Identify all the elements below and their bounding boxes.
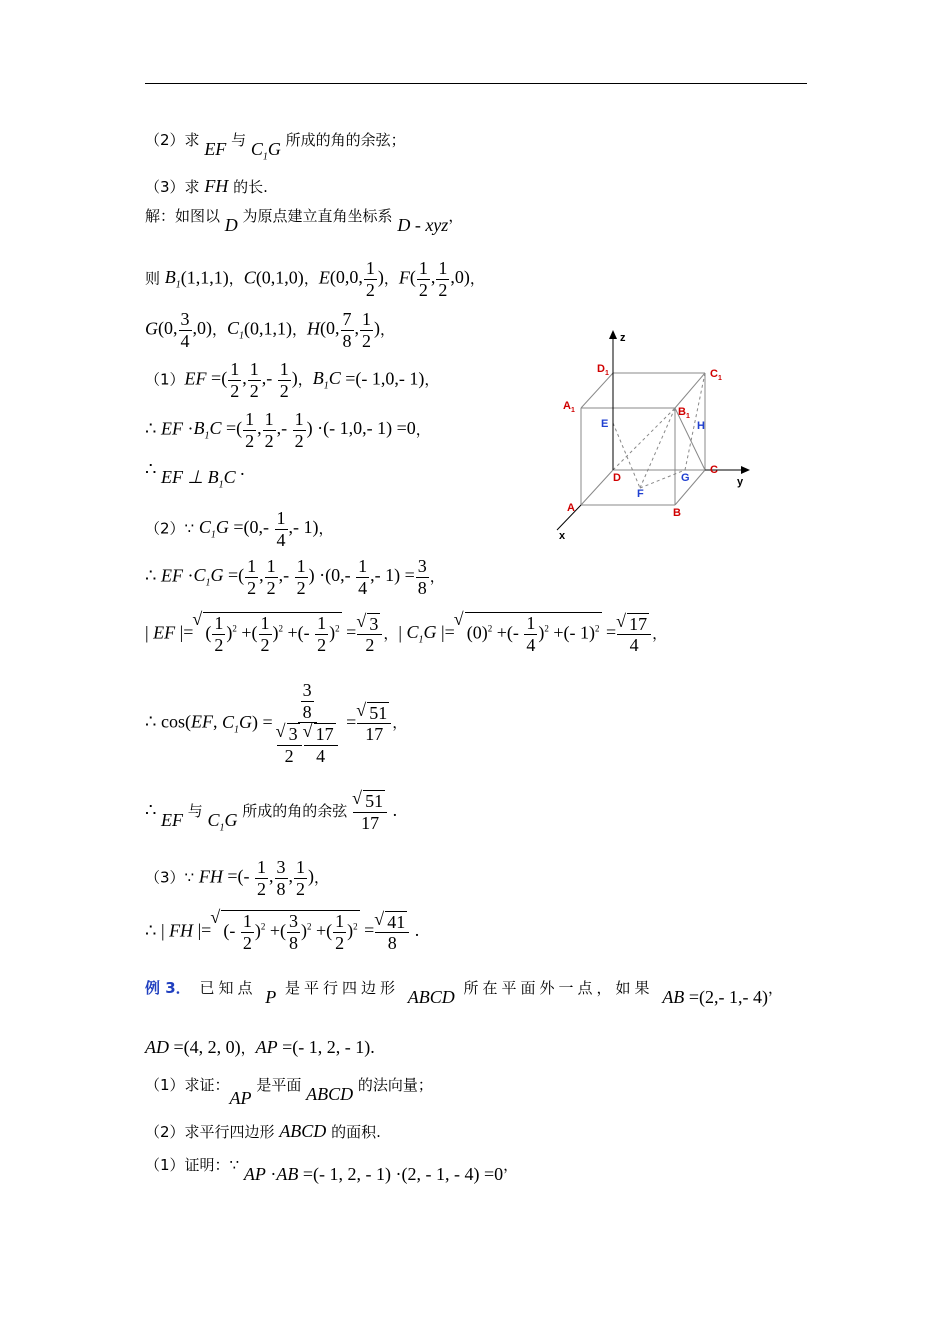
part2-dot: ∴ EF $\cdot C_1G$ =( $\frac{1}{2}$ , $\frac{1}{2}$ ,- $\frac{1}{2}$ ) ·(0,- $\frac{1}{4}$ ,- 1) = $\frac{3}{8}$ ， [145,556,445,598]
question-3: （3）求 FH 的长. [145,176,268,196]
part3-length: ∴ | FH |=√ (- $\frac{1}{2}$ )$^2$ +( $\frac{3}{8}$ )$^2$ +( $\frac{1}{2}$ )$^2$ = √ $\frac{41}{8}$ . [145,910,419,954]
part3-fh: （3）∵ FH =(- $\frac{1}{2}$ , $\frac{3}{8}$ , $\frac{1}{2}$ )， [145,857,330,899]
header-rule [145,83,807,84]
label-B: B [673,507,681,519]
part2-lengths: | EF |=√ ( $\frac{1}{2}$ )$^2$ +( $\frac{1}{2}$ )$^2$ +(- $\frac{1}{2}$ )$^2$ = √ $\frac{3}{2}$ ，| $C_1G$ |=√ $(0)^2$ +(- $\frac{1}{4}$ )$^2$ +(- 1)$^2$ = √ $\frac{17}{4}$ ， [145,612,667,656]
part1-dot: ∴ EF $\cdot B_1C$ =( $\frac{1}{2}$ , $\frac{1}{2}$ ,- $\frac{1}{2}$ ) ·(- 1,0,- 1) =0， [145,409,431,451]
part2-c1g: （2）∵ $C_1G =(0,-$ $\frac{1}{4}$ ,- 1)， [145,508,334,550]
part1-perp: ∴ EF ⊥ $B_1C$ . [145,459,245,491]
label-E: E [601,418,609,430]
label-A1: $A_1$ [563,400,575,414]
label-C: C [710,464,718,476]
cube-figure [545,325,765,545]
solution-intro: 解：如图以 D 为原点建立直角坐标系 D - xyz， [145,207,464,235]
label-B1: $B_1$ [678,406,690,420]
coords-line-1: 则 $B_1(1,1,1)$，C(0,1,0)，E(0,0, $\frac{1}{2}$ )，F( $\frac{1}{2}$ , $\frac{1}{2}$ ,0)， [145,258,485,300]
example-3-proof: （1）证明：∵ AP ·AB =(- 1, 2, - 1) ·(2, - 1, - 4) =0， [145,1156,519,1184]
label-F: F [637,488,644,500]
axis-y-label: y [737,476,744,488]
question-2: （2）求 EF 与 $C_1G$ 所成的角的余弦； [145,131,406,163]
part2-cos: ∴ cos(EF, $C_1G$) = $\frac{3}{8}$ √ $\frac{3}{2}$ √ $\frac{17}{4}$ = √ $\frac{51}{17}$ ， [145,680,407,767]
example-3-q1: （1）求证：AP 是平面 ABCD 的法向量； [145,1076,433,1108]
label-D: D [613,472,621,484]
label-G: G [681,472,690,484]
label-A: A [567,502,575,514]
label-H: H [697,420,705,432]
example-3-vectors: AD =(4, 2, 0)，AP =(- 1, 2, - 1). [145,1037,375,1057]
example-3-q2: （2）求平行四边形 ABCD 的面积. [145,1121,381,1141]
part2-conclusion: ∴ EF 与 $C_1G$ 所成的角的余弦 √ $\frac{51}{17}$ . [145,790,397,833]
example-3: 例 3． 已知点 P 是平行四边形 ABCD 所在平面外一点，如果 AB =(2,- 1,- 4)， [145,979,783,1007]
axis-x-label: x [559,530,566,542]
label-C1: $C_1$ [710,368,722,382]
coords-line-2: G(0, $\frac{3}{4}$ ,0)，$C_1(0,1,1)$，H(0, $\frac{7}{8}$ , $\frac{1}{2}$ )， [145,309,396,351]
label-D1: $D_1$ [597,363,609,377]
axis-z-label: z [620,332,626,344]
part1-vectors: （1）EF =( $\frac{1}{2}$ , $\frac{1}{2}$ ,- $\frac{1}{2}$ )，$B_1C$ =(- 1,0,- 1)， [145,359,440,401]
